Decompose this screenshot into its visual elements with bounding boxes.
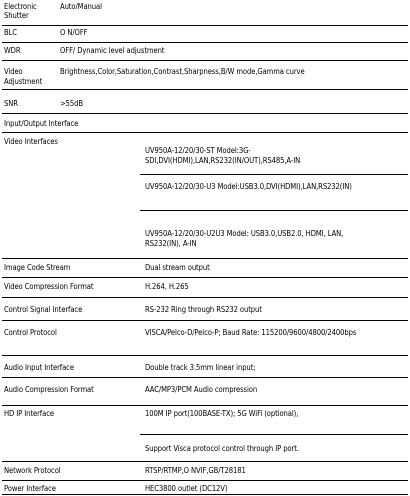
row-value: OFF/ Dynamic level adjustment [60,46,165,55]
row-divider [2,480,408,481]
row-value: UV950A-12/20/30-U3 Model:USB3.0,DVI(HDMI),LAN,RS232(IN) [145,182,352,191]
row-value: Brightness,Color,Saturation,Contrast,Sharpness,B/W mode,Gamma curve [60,67,305,76]
row-value: Support Visca protocol control through IP port. [145,444,299,453]
row-value: Double track 3.5mm linear input; [145,363,256,372]
row-label: SNR [4,99,18,108]
row-divider [2,60,408,61]
row-value: VISCA/Pelco-D/Pelco-P; Baud Rate: 115200/9600/4800/2400bps [145,328,357,337]
row-divider [2,494,408,495]
row-label: Network Protocol [4,466,61,475]
row-label: Audio Input Interface [4,363,74,372]
row-value: Dual stream output [145,263,210,272]
row-label: Image Code Stream [4,263,71,272]
row-label: BLC [4,28,17,37]
row-divider [2,258,408,259]
row-label: Control Protocol [4,328,57,337]
row-divider [2,113,408,114]
row-value: >55dB [60,99,83,108]
row-label: Video Compression Format [4,282,94,291]
row-label: Control Signal Interface [4,305,83,314]
row-label-line2: Shutter [4,11,29,20]
row-label: Power Interface [4,484,56,493]
row-value-line2: SDI,DVI(HDMI),LAN,RS232(IN/OUT),RS485,A-IN [145,156,301,165]
row-label: Video [4,67,23,76]
row-label: Video Interfaces [4,137,58,146]
row-divider [2,461,408,462]
row-label: Audio Compression Format [4,385,94,394]
row-divider [2,25,408,26]
row-divider [2,132,408,133]
row-value: Auto/Manual [60,2,102,11]
row-label: WDR [4,46,21,55]
row-label: Electronic [4,2,37,11]
row-value: UV950A-12/20/30-ST Model:3G- [145,146,251,155]
row-divider [140,210,408,211]
row-value: 100M IP port(100BASE-TX); 5G WiFi (optional), [145,409,299,418]
row-value: AAC/MP3/PCM Audio compression [145,385,258,394]
row-value: H.264, H.265 [145,282,189,291]
row-value: RS-232 Ring through RS232 output [145,305,262,314]
row-value: HEC3800 outlet (DC12V) [145,484,228,493]
row-value: RTSP/RTMP,O NVIF,GB/T28181 [145,466,246,475]
row-label: HD IP Interface [4,409,54,418]
row-divider [2,355,408,356]
row-divider [2,297,408,298]
row-value: O N/OFF [60,28,88,37]
row-divider [2,89,408,90]
section-heading: Input/Output Interface [4,119,79,128]
row-divider [2,377,408,378]
row-label-line2: Adjustment [4,77,43,86]
row-value-line2: RS232(IN), A-IN [145,239,197,248]
row-divider [140,434,408,435]
row-value: UV950A-12/20/30-U2U3 Model: USB3.0,USB2.0, HDMI, LAN, [145,229,344,238]
row-divider [140,174,408,175]
row-divider [2,277,408,278]
row-divider [2,405,408,406]
row-divider [2,320,408,321]
row-divider [2,42,408,43]
